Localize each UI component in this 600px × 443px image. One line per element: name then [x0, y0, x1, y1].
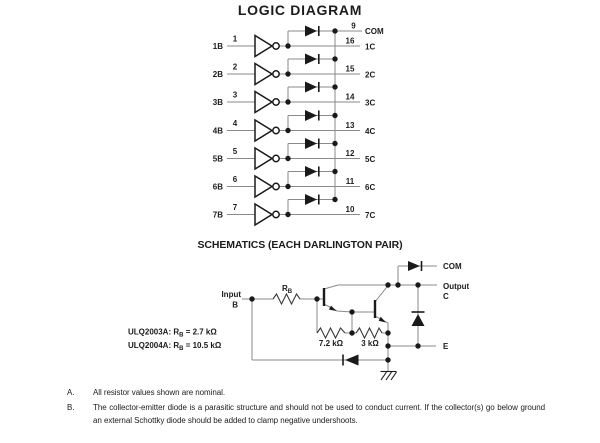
com-label: COM	[365, 27, 384, 36]
darlington-schematic	[128, 261, 470, 380]
note-item-b	[67, 401, 545, 427]
logic-row-graphic	[227, 166, 360, 197]
output-label: 4C	[365, 127, 376, 136]
resistor-3k	[356, 328, 382, 338]
output-pin-label: C	[443, 292, 449, 301]
com-label: COM	[443, 262, 462, 271]
input-pin: 6	[232, 175, 238, 184]
rb-label: $R_B$	[282, 284, 293, 295]
collector-emitter-diode-icon	[412, 312, 425, 326]
rb-resistor	[273, 294, 300, 304]
input-label: 6B	[212, 182, 223, 192]
input-pin: 7	[232, 203, 238, 212]
variant-rb-value-2004a: ULQ2004A: $R_B = 10.5$ kΩ	[128, 341, 222, 352]
logic-diagram	[213, 22, 384, 226]
output-pin: 10	[345, 205, 355, 214]
output-pin: 14	[345, 92, 355, 102]
output-pin: 12	[345, 149, 355, 158]
output-pin: 16	[345, 36, 355, 46]
com-diode-icon	[408, 261, 422, 271]
logic-row	[213, 82, 376, 113]
resistor-3k-value: 3 kΩ	[361, 339, 379, 348]
input-label: 2B	[212, 70, 223, 79]
note-text: All resistor values shown are nominal.	[93, 388, 226, 397]
logic-row	[213, 138, 376, 169]
resistor-7k2-value: 7.2 kΩ	[318, 339, 344, 348]
logic-row	[213, 110, 376, 141]
schematic-junction-dots	[249, 282, 420, 362]
output-label: 5C	[365, 155, 376, 164]
output-label: 2C	[365, 70, 376, 80]
notes-section	[67, 386, 545, 429]
input-label: 5B	[212, 154, 223, 164]
input-pin: 3	[232, 90, 238, 100]
schematic-wires	[242, 266, 437, 372]
logic-row	[213, 166, 376, 197]
logic-row-graphic	[227, 110, 360, 141]
logic-row-graphic	[227, 138, 360, 169]
input-label: Input	[221, 290, 241, 299]
logic-row	[213, 54, 376, 85]
transistor-q2	[375, 300, 386, 323]
resistor-7k2	[317, 328, 345, 338]
logic-row-graphic	[227, 26, 360, 57]
output-label: 6C	[365, 183, 376, 192]
logic-row-graphic	[227, 82, 360, 113]
q1-emitter-arrow	[329, 306, 337, 311]
input-pin: 1	[232, 34, 238, 44]
input-pin: 2	[232, 62, 238, 72]
ground-icon	[381, 372, 397, 381]
variant-rb-value-2003a: ULQ2003A: $R_B = 2.7$ kΩ	[128, 327, 217, 339]
logic-row	[213, 194, 376, 225]
output-label: 7C	[365, 211, 376, 220]
input-pin-label: B	[232, 300, 238, 310]
logic-row-graphic	[227, 194, 360, 225]
input-label: 4B	[212, 126, 223, 136]
output-pin: 15	[345, 64, 355, 74]
emitter-label: E	[443, 342, 449, 351]
output-label: Output	[443, 282, 470, 291]
input-pin: 5	[232, 147, 238, 156]
input-clamp-diode-icon	[343, 355, 359, 366]
note-marker: B.	[67, 403, 75, 412]
schematic-title: SCHEMATICS (EACH DARLINGTON PAIR)	[197, 239, 403, 251]
input-label: 1B	[212, 42, 223, 51]
transistor-q1	[324, 288, 337, 311]
logic-row-graphic	[227, 54, 360, 85]
note-text: The collector-emitter diode is a parasitic structure and should not be used to conduct current. If the collector(s) go below ground an external Schottky diode should be added to clamp negative undershoots.	[93, 403, 545, 425]
note-item-a	[67, 386, 545, 399]
input-label: 7B	[212, 210, 223, 220]
com-pin: 9	[351, 21, 356, 31]
logic-diagram-title: LOGIC DIAGRAM	[237, 2, 363, 18]
output-pin: 11	[345, 177, 355, 186]
q2-emitter-arrow	[379, 317, 386, 323]
output-label: 3C	[365, 98, 376, 108]
note-marker: A.	[67, 388, 75, 397]
input-pin: 4	[232, 119, 238, 128]
input-label: 3B	[212, 98, 223, 107]
output-label: 1C	[365, 42, 376, 52]
output-pin: 13	[345, 121, 355, 130]
